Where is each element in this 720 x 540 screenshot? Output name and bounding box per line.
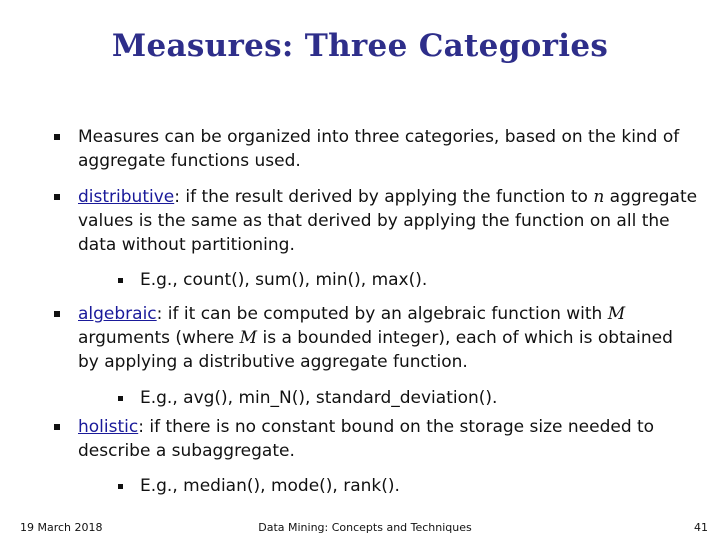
bullet-text-b: aggregate values is the same as that derived by applying the function on all the data without partitioning.	[78, 187, 698, 255]
bullet-intro	[78, 125, 698, 173]
math-symbol-m: M	[607, 304, 626, 324]
bullet-text-c: is a bounded integer), each of which is obtained by applying a distributive aggregate function.	[78, 328, 673, 372]
bullet-algebraic	[78, 302, 698, 374]
bullet-marker	[54, 134, 60, 140]
bullet-text-b: arguments (where	[78, 328, 240, 348]
term-algebraic[interactable]: algebraic	[78, 304, 157, 324]
bullet-text-a: : if the result derived by applying the function to	[174, 187, 594, 207]
footer-date: 19 March 2018	[20, 521, 103, 534]
bullet-holistic	[78, 415, 698, 463]
bullet-text: Measures can be organized into three categories, based on the kind of aggregate functions used.	[78, 127, 680, 171]
term-holistic[interactable]: holistic	[78, 417, 139, 437]
bullet-marker	[54, 424, 60, 430]
bullet-distributive	[78, 185, 698, 257]
sub-bullet-text: E.g., count(), sum(), min(), max().	[140, 270, 428, 290]
sub-bullet-marker	[118, 484, 123, 489]
sub-bullet-holistic	[140, 474, 700, 498]
sub-bullet-distributive	[140, 268, 700, 292]
bullet-marker	[54, 194, 60, 200]
footer-page-number: 41	[694, 521, 708, 534]
bullet-marker	[54, 311, 60, 317]
sub-bullet-text: E.g., median(), mode(), rank().	[140, 476, 400, 496]
sub-bullet-text: E.g., avg(), min_N(), standard_deviation().	[140, 388, 498, 408]
sub-bullet-marker	[118, 396, 123, 401]
math-symbol-m-2: M	[239, 328, 258, 348]
slide-title: Measures: Three Categories	[111, 28, 609, 64]
sub-bullet-marker	[118, 278, 123, 283]
footer-title: Data Mining: Concepts and Techniques	[258, 521, 472, 534]
sub-bullet-algebraic	[140, 386, 700, 410]
bullet-text-a: : if it can be computed by an algebraic function with	[156, 304, 608, 324]
bullet-text-a: : if there is no constant bound on the storage size needed to describe a subaggregate.	[78, 417, 655, 461]
term-distributive[interactable]: distributive	[78, 187, 175, 207]
math-symbol-n: n	[593, 187, 605, 207]
